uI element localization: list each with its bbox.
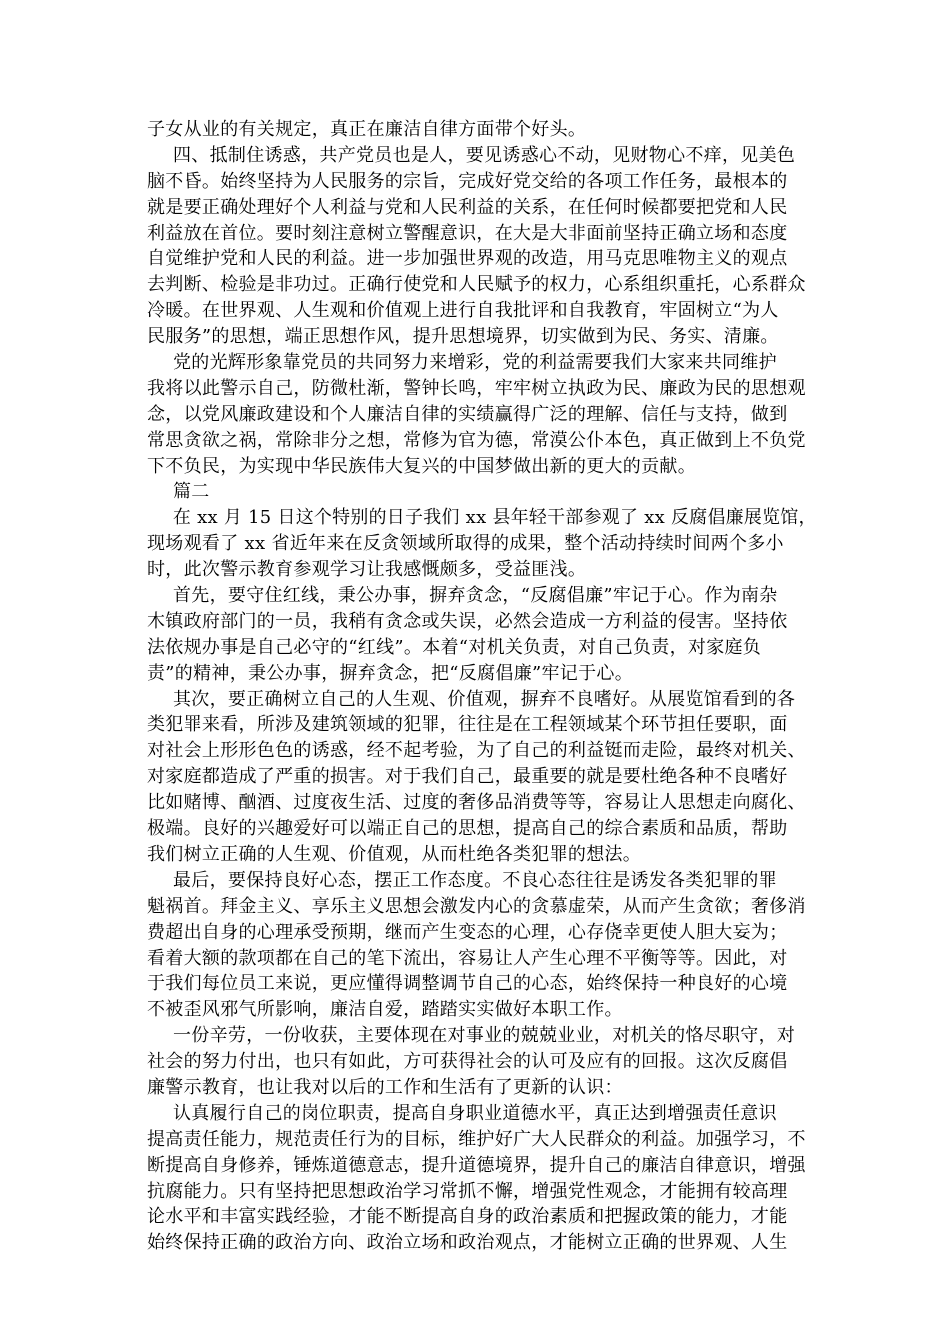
text-line: 魁祸首。拜金主义、享乐主义思想会激发内心的贪慕虚荣，从而产生贪欲；奢侈消 (147, 895, 806, 917)
text-line: 不被歪风邪气所影响，廉洁自爱，踏踏实实做好本职工作。 (147, 999, 623, 1021)
text-line: 责”的精神，秉公办事，摒弃贪念，把“反腐倡廉”牢记于心。 (147, 662, 634, 684)
text-line: 我将以此警示自己，防微杜渐，警钟长鸣，牢牢树立执政为民、廉政为民的思想观 (147, 377, 806, 399)
text-line: 对社会上形形色色的诱惑，经不起考验，为了自己的利益铤而走险，最终对机关、 (147, 740, 806, 762)
text-line: 现场观看了 xx 省近年来在反贪领域所取得的成果，整个活动持续时间两个多小 (147, 533, 784, 555)
text-line: 民服务”的思想，端正思想作风，提升思想境界，切实做到为民、务实、清廉。 (147, 326, 779, 348)
text-line: 论水平和丰富实践经验，才能不断提高自身的政治素质和把握政策的能力，才能 (147, 1206, 788, 1228)
text-line: 篇二 (173, 481, 210, 503)
text-line: 社会的努力付出，也只有如此，方可获得社会的认可及应有的回报。这次反腐倡 (147, 1051, 788, 1073)
text-line: 极端。良好的兴趣爱好可以端正自己的思想，提高自己的综合素质和品质，帮助 (147, 818, 788, 840)
text-line: 于我们每位员工来说，更应懂得调整调节自己的心态，始终保持一种良好的心境 (147, 973, 788, 995)
text-line: 四、抵制住诱惑，共产党员也是人，要见诱惑心不动，见财物心不痒，见美色 (173, 144, 796, 166)
text-line: 其次，要正确树立自己的人生观、价值观，摒弃不良嗜好。从展览馆看到的各 (173, 688, 796, 710)
text-line: 脑不昏。始终坚持为人民服务的宗旨，完成好党交给的各项工作任务，最根本的 (147, 170, 788, 192)
text-line: 提高责任能力，规范责任行为的目标，维护好广大人民群众的利益。加强学习，不 (147, 1128, 806, 1150)
text-line: 我们树立正确的人生观、价值观，从而杜绝各类犯罪的想法。 (147, 843, 642, 865)
text-line: 看着大额的款项都在自己的笔下流出，容易让人产生心理不平衡等等。因此，对 (147, 947, 788, 969)
text-line: 木镇政府部门的一员，我稍有贪念或失误，必然会造成一方利益的侵害。坚持依 (147, 610, 788, 632)
text-line: 首先，要守住红线，秉公办事，摒弃贪念，“反腐倡廉”牢记于心。作为南杂 (173, 585, 778, 607)
text-line: 始终保持正确的政治方向、政治立场和政治观点，才能树立正确的世界观、人生 (147, 1232, 788, 1254)
document-body (147, 117, 817, 1256)
text-line: 时，此次警示教育参观学习让我感慨颇多，受益匪浅。 (147, 559, 587, 581)
text-line: 冷暖。在世界观、人生观和价值观上进行自我批评和自我教育，牢固树立“为人 (147, 300, 779, 322)
text-line: 利益放在首位。要时刻注意树立警醒意识，在大是大非面前坚持正确立场和态度 (147, 222, 788, 244)
text-line: 类犯罪来看，所涉及建筑领域的犯罪，往往是在工程领域某个环节担任要职，面 (147, 714, 788, 736)
text-line: 去判断、检验是非功过。正确行使党和人民赋予的权力，心系组织重托，心系群众 (147, 274, 806, 296)
text-line: 对家庭都造成了严重的损害。对于我们自己，最重要的就是要杜绝各种不良嗜好 (147, 766, 788, 788)
text-line: 一份辛劳，一份收获，主要体现在对事业的兢兢业业，对机关的恪尽职守，对 (173, 1025, 796, 1047)
text-line: 党的光辉形象靠党员的共同努力来增彩，党的利益需要我们大家来共同维护 (173, 352, 777, 374)
text-line: 断提高自身修养，锤炼道德意志，提升道德境界，提升自己的廉洁自律意识，增强 (147, 1154, 806, 1176)
text-line: 常思贪欲之祸，常除非分之想，常修为官为德，常漠公仆本色，真正做到上不负党 (147, 429, 806, 451)
text-line: 抗腐能力。只有坚持把思想政治学习常抓不懈，增强党性观念，才能拥有较高理 (147, 1180, 788, 1202)
text-line: 就是要正确处理好个人利益与党和人民利益的关系，在任何时候都要把党和人民 (147, 196, 788, 218)
text-line: 认真履行自己的岗位职责，提高自身职业道德水平，真正达到增强责任意识 (173, 1102, 777, 1124)
text-line: 念，以党风廉政建设和个人廉洁自律的实绩赢得广泛的理解、信任与支持，做到 (147, 403, 788, 425)
text-line: 比如赌博、酗酒、过度夜生活、过度的奢侈品消费等等，容易让人思想走向腐化、 (147, 792, 806, 814)
text-line: 最后，要保持良好心态，摆正工作态度。不良心态往往是诱发各类犯罪的罪 (173, 869, 777, 891)
text-line: 费超出自身的心理承受预期，继而产生变态的心理，心存侥幸更使人胆大妄为； (147, 921, 788, 943)
text-line: 廉警示教育，也让我对以后的工作和生活有了更新的认识： (147, 1076, 623, 1098)
text-line: 自觉维护党和人民的利益。进一步加强世界观的改造，用马克思唯物主义的观点 (147, 248, 788, 270)
text-line: 子女从业的有关规定，真正在廉洁自律方面带个好头。 (147, 119, 587, 140)
text-line: 下不负民，为实现中华民族伟大复兴的中国梦做出新的更大的贡献。 (147, 455, 696, 477)
text-line: 法依规办事是自己必守的“红线”。本着“对机关负责，对自己负责，对家庭负 (147, 636, 762, 658)
text-line: 在 xx 月 15 日这个特别的日子我们 xx 县年轻干部参观了 xx 反腐倡廉展览馆， (172, 507, 817, 529)
